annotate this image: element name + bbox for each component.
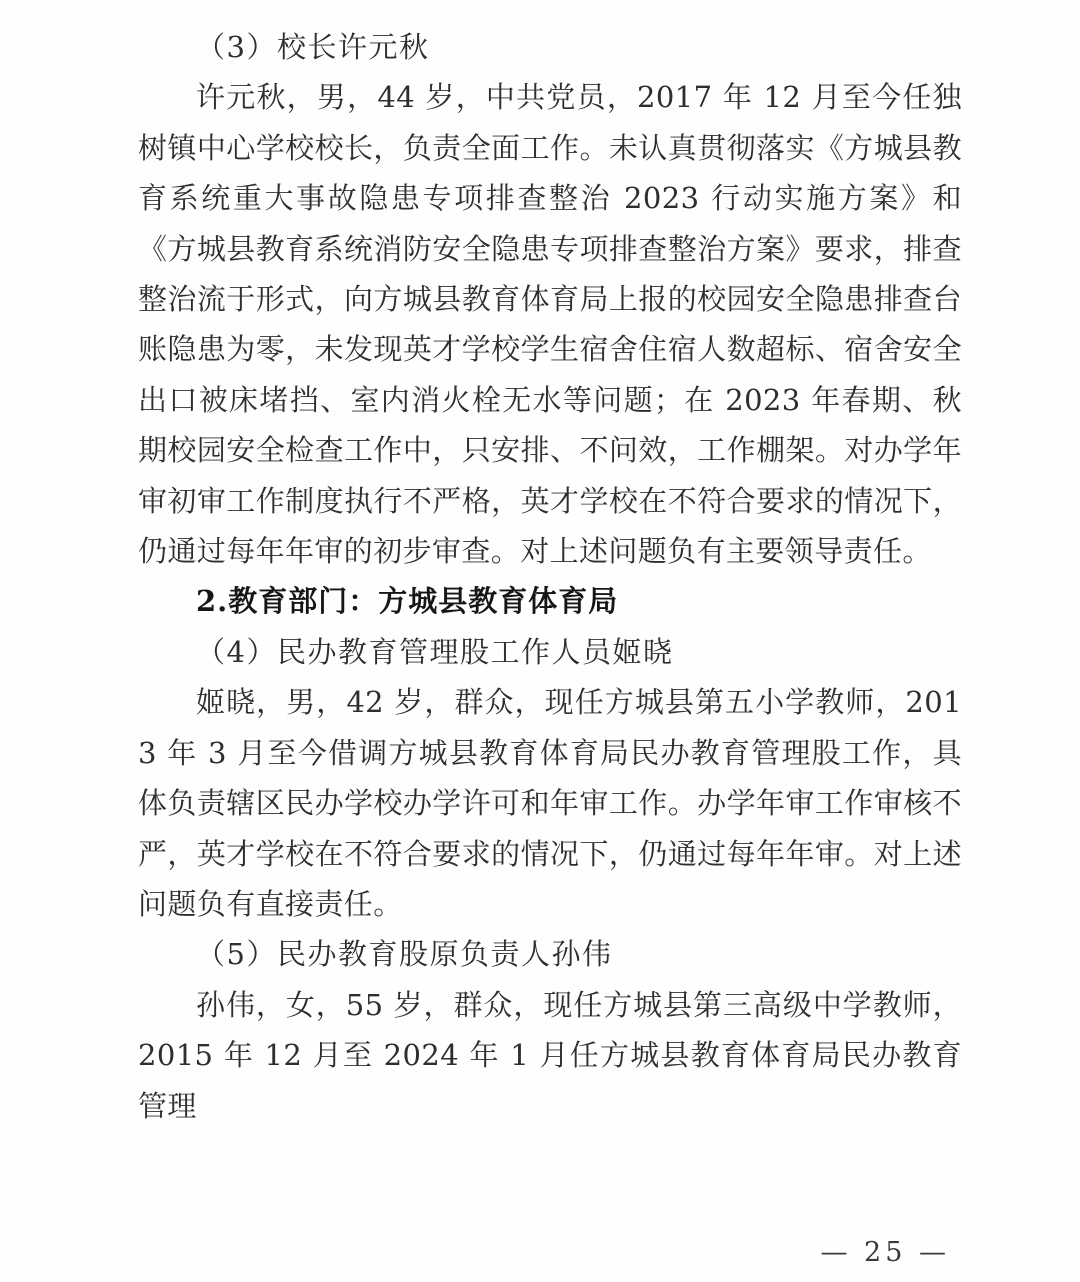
paragraph-principal-xuyuanqiu: 许元秋，男，44 岁，中共党员，2017 年 12 月至今任独树镇中心学校校长，负责全面工作。未认真贯彻落实《方城县教育系统重大事故隐患专项排查整治 2023 行动实施方案》和《方城县教育系统消防安全隐患专项排查整治方案》要求，排查整治流于形式，向方城县教育体育局上报的校园安全隐患排查台账隐患为零，未发现英才学校学生宿舍住宿人数超标、宿舍安全出口被床堵挡、室内消火栓无水等问题；在 2023 年春期、秋期校园安全检查工作中，只安排、不问效，工作棚架。对办学年审初审工作制度执行不严格，英才学校在不符合要求的情况下，仍通过每年年审的初步审查。对上述问题负有主要领导责任。: [138, 80, 962, 569]
document-body: [138, 22, 962, 1131]
section-subheading-4: （4）民办教育管理股工作人员姬晓: [196, 634, 674, 669]
page-number: — 25 —: [820, 1237, 950, 1268]
paragraph-former-head-sunwei: 孙伟，女，55 岁，群众，现任方城县第三高级中学教师，2015 年 12 月至 2024 年 1 月任方城县教育体育局民办教育管理: [138, 987, 962, 1123]
section-heading-education-department: 2.教育部门：方城县教育体育局: [196, 584, 619, 619]
paragraph-staff-jixiao: 姬晓，男，42 岁，群众，现任方城县第五小学教师，2013 年 3 月至今借调方城县教育体育局民办教育管理股工作，具体负责辖区民办学校办学许可和年审工作。办学年审工作审核不严，英才学校在不符合要求的情况下，仍通过每年年审。对上述问题负有直接责任。: [138, 685, 962, 921]
section-subheading-5: （5）民办教育股原负责人孙伟: [196, 937, 613, 972]
section-subheading-3: （3）校长许元秋: [196, 30, 430, 64]
